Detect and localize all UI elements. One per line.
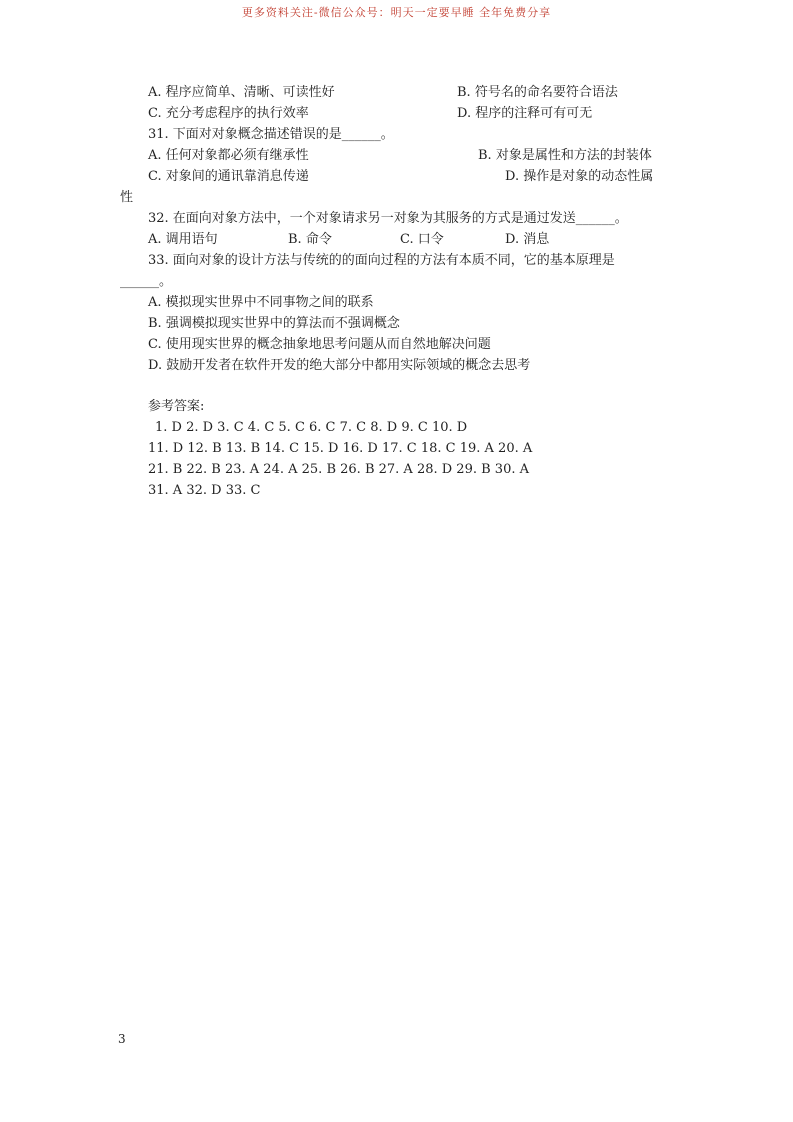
q33-option-b: B. 强调模拟现实世界中的算法而不强调概念 xyxy=(148,316,400,331)
q30-option-b: B. 符号名的命名要符合语法 xyxy=(457,85,618,100)
q30-option-a: A. 程序应简单、清晰、可读性好 xyxy=(148,85,335,100)
q32-stem: 32. 在面向对象方法中，一个对象请求另一对象为其服务的方式是通过发送______。 xyxy=(148,211,628,226)
q33-option-c: C. 使用现实世界的概念抽象地思考问题从而自然地解决问题 xyxy=(148,337,491,352)
answers-row: 11. D 12. B 13. B 14. C 15. D 16. D 17. C 18. C 19. A 20. A xyxy=(148,441,533,456)
q31-option-b: B. 对象是属性和方法的封装体 xyxy=(478,148,652,163)
q33-stem-continuation: ______。 xyxy=(120,274,173,289)
q33-option-d: D. 鼓励开发者在软件开发的绝大部分中都用实际领域的概念去思考 xyxy=(148,358,531,373)
q33-stem: 33. 面向对象的设计方法与传统的的面向过程的方法有本质不同，它的基本原理是 xyxy=(148,253,615,268)
page-number: 3 xyxy=(118,1032,126,1046)
q31-option-d: D. 操作是对象的动态性属 xyxy=(505,169,654,184)
q33-option-a: A. 模拟现实世界中不同事物之间的联系 xyxy=(148,295,374,310)
answers-row: 1. D 2. D 3. C 4. C 5. C 6. C 7. C 8. D 9. C 10. D xyxy=(155,420,468,435)
q31-stem: 31. 下面对对象概念描述错误的是______。 xyxy=(148,127,394,142)
page-header-banner: 更多资料关注-微信公众号：明天一定要早睡 全年免费分享 xyxy=(241,6,552,19)
answers-title: 参考答案: xyxy=(148,399,205,414)
answers-row: 31. A 32. D 33. C xyxy=(148,483,261,498)
q31-option-d-continuation: 性 xyxy=(120,190,134,205)
q32-option-c: C. 口令 xyxy=(400,232,444,247)
q32-option-d: D. 消息 xyxy=(505,232,550,247)
answers-row: 21. B 22. B 23. A 24. A 25. B 26. B 27. A 28. D 29. B 30. A xyxy=(148,462,529,477)
q31-option-a: A. 任何对象都必须有继承性 xyxy=(148,148,309,163)
q32-option-a: A. 调用语句 xyxy=(148,232,218,247)
q32-option-b: B. 命令 xyxy=(288,232,332,247)
q30-option-d: D. 程序的注释可有可无 xyxy=(457,106,593,121)
q31-option-c: C. 对象间的通讯靠消息传递 xyxy=(148,169,309,184)
q30-option-c: C. 充分考虑程序的执行效率 xyxy=(148,106,309,121)
